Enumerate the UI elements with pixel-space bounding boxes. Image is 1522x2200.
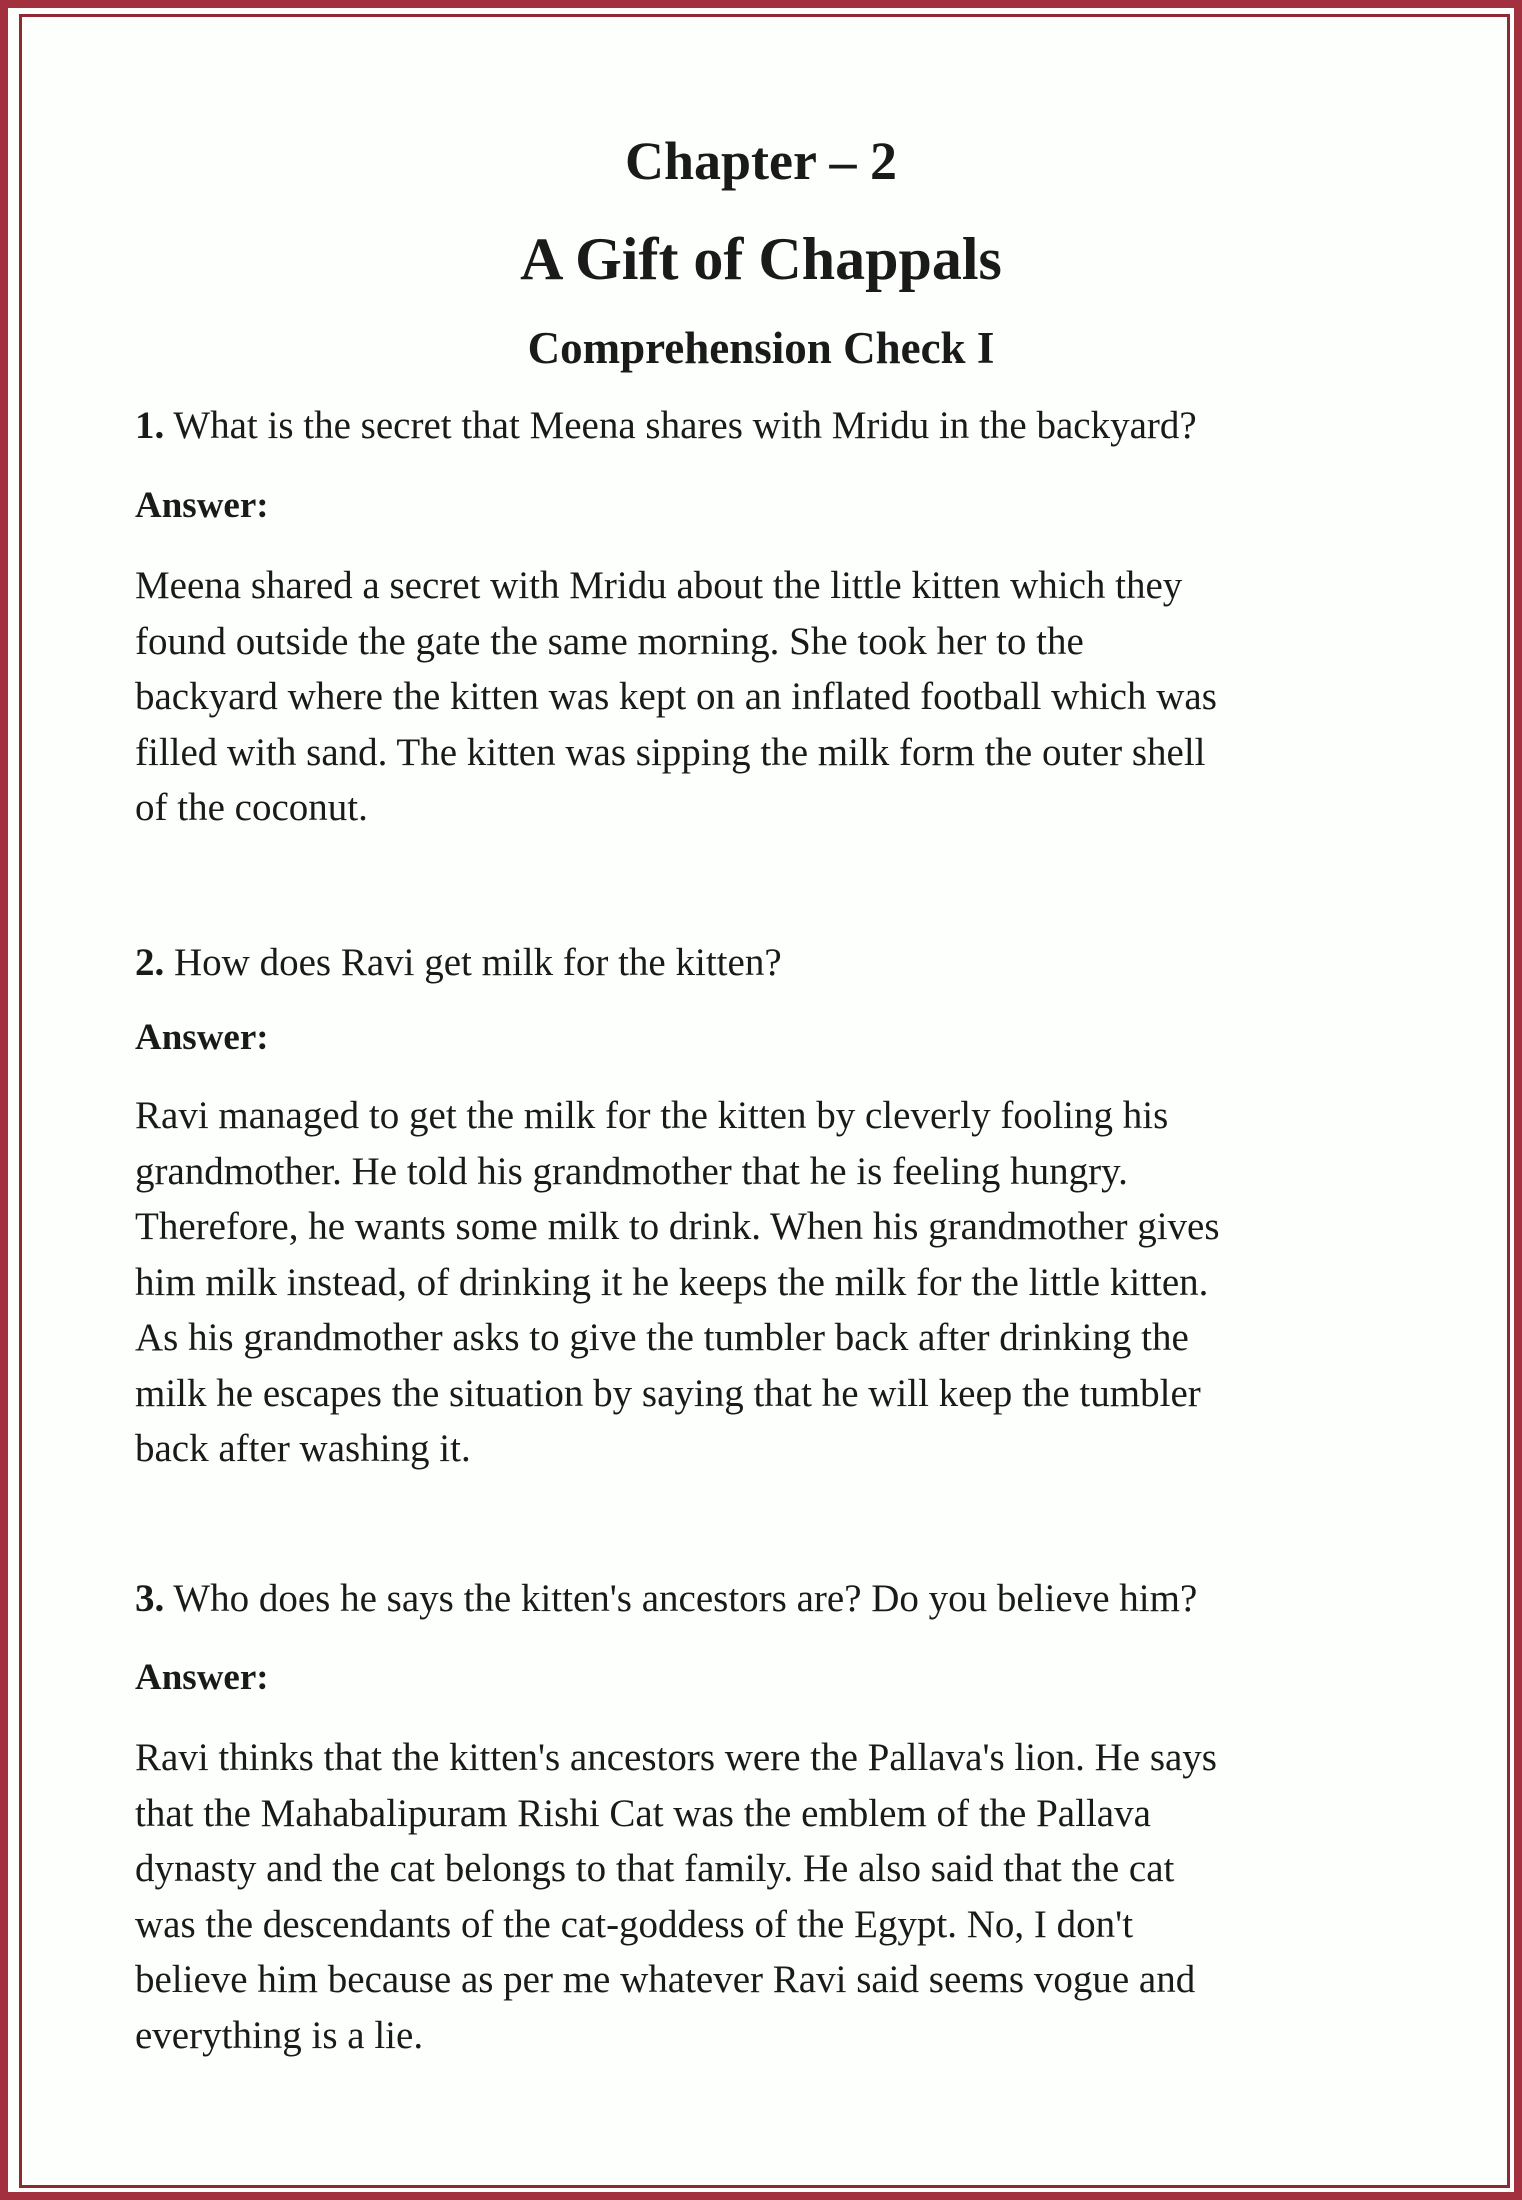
answer-line: filled with sand. The kitten was sipping the milk form the outer shell: [135, 730, 1206, 774]
chapter-number: Chapter – 2: [624, 131, 897, 191]
answer-line: backyard where the kitten was kept on an inflated football which was: [135, 675, 1217, 718]
question-text: How does Ravi get milk for the kitten?: [174, 941, 782, 984]
answer-line: everything is a lie.: [135, 2013, 424, 2057]
answer-line: milk he escapes the situation by saying that he will keep the tumbler: [135, 1371, 1201, 1415]
question-2: [135, 940, 782, 985]
question-number: 3.: [135, 1577, 165, 1620]
answer-label: Answer:: [135, 1017, 269, 1058]
answer-line: found outside the gate the same morning. She took her to the: [135, 619, 1084, 663]
answer-line: back after washing it.: [135, 1427, 471, 1470]
answer-1: [135, 558, 1217, 836]
answer-2: [135, 1088, 1220, 1477]
answer-line: that the Mahabalipuram Rishi Cat was the emblem of the Pallava: [135, 1791, 1151, 1835]
question-3: [135, 1576, 1197, 1621]
answer-line: Therefore, he wants some milk to drink. When his grandmother gives: [135, 1205, 1220, 1248]
answer-3: [135, 1730, 1217, 2063]
answer-label: Answer:: [135, 485, 269, 526]
answer-line: grandmother. He told his grandmother that he is feeling hungry.: [135, 1149, 1128, 1193]
question-number: 1.: [135, 404, 165, 447]
section-heading: Comprehension Check I: [527, 323, 995, 373]
answer-line: of the coconut.: [135, 786, 368, 829]
answer-line: Ravi managed to get the milk for the kitten by cleverly fooling his: [135, 1094, 1169, 1137]
answer-line: was the descendants of the cat-goddess of the Egypt. No, I don't: [135, 1902, 1134, 1946]
question-1: [135, 403, 1197, 448]
question-text: What is the secret that Meena shares with Mridu in the backyard?: [173, 404, 1197, 447]
answer-line: Meena shared a secret with Mridu about the little kitten which they: [135, 564, 1183, 607]
question-text: Who does he says the kitten's ancestors are? Do you believe him?: [173, 1577, 1198, 1620]
answer-line: Ravi thinks that the kitten's ancestors were the Pallava's lion. He says: [135, 1736, 1217, 1779]
answer-label: Answer:: [135, 1657, 269, 1698]
answer-line: As his grandmother asks to give the tumbler back after drinking the: [135, 1316, 1189, 1359]
question-number: 2.: [135, 941, 165, 984]
chapter-title: A Gift of Chappals: [520, 226, 1002, 292]
answer-line: believe him because as per me whatever Ravi said seems vogue and: [135, 1958, 1196, 2001]
answer-line: dynasty and the cat belongs to that family. He also said that the cat: [135, 1847, 1175, 1890]
answer-line: him milk instead, of drinking it he keeps the milk for the little kitten.: [135, 1260, 1209, 1304]
